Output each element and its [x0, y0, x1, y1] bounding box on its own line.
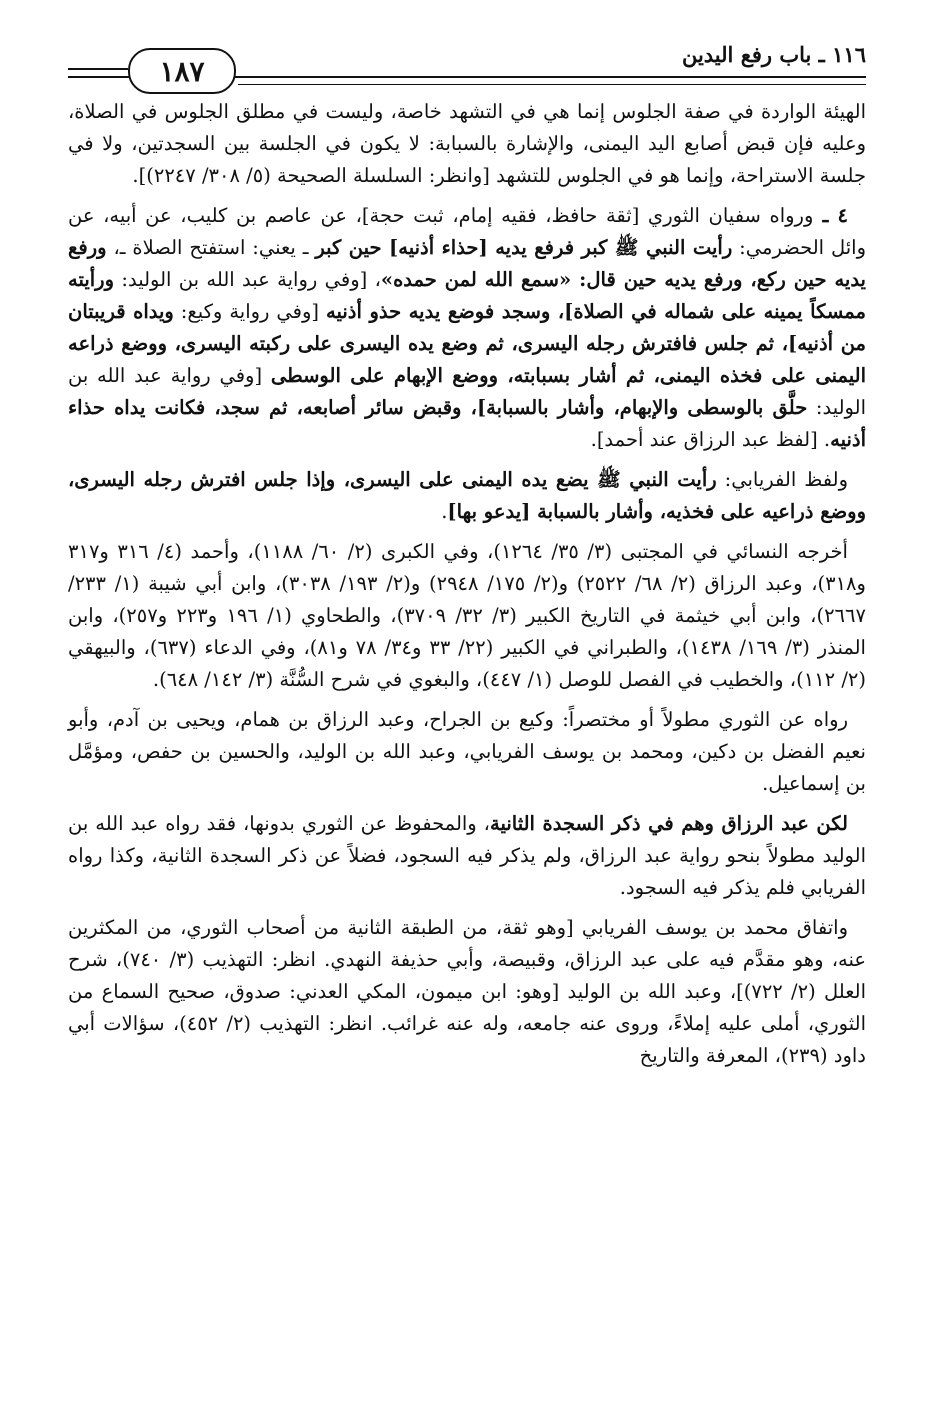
bold-text: ورأيته ممسكاً يمينه على شماله في الصلاة]، وسجد فوضع يديه حذو أذنيه — [68, 268, 866, 323]
page-number-badge — [128, 48, 236, 94]
text-run: ـ يعني: استفتح الصلاة ـ، — [106, 236, 316, 259]
body-text — [68, 96, 866, 1072]
text-run: ، [وفي رواية عبد الله بن الوليد: — [114, 268, 381, 291]
text-run: أخرجه النسائي في المجتبى (٣/ ٣٥/ ١٢٦٤)، وفي الكبرى (٢/ ٦٠/ ١١٨٨)، وأحمد (٤/ ٣١٦ و٣١٧ و٣١٨)، وعبد الرزاق (٢/ ٦٨/ ٢٥٢٢) و(٢/ ١٧٥/ ٢٩٤٨) و(٢/ ١٩٣/ ٣٠٣٨)، وابن أبي شيبة (١/ ٢٣٣/ ٢٦٦٧)، وابن أبي خيثمة في التاريخ الكبير (٣/ ٣٢/ ٣٧٠٩)، والطحاوي (١/ ١٩٦ و٢٢٣ و٢٥٧)، وابن المنذر (٣/ ١٦٩/ ١٤٣٨)، والطبراني في الكبير (٢٢/ ٣٣ و٣٤/ ٧٨ و٨١)، وفي الدعاء (٦٣٧)، والبيهقي (٢/ ١١٢)، والخطيب في الفصل للوصل (١/ ٤٤٧)، والبغوي في شرح السُّنَّة (٣/ ١٤٢/ ٦٤٨). — [68, 540, 866, 691]
paragraph — [68, 536, 866, 696]
paragraph — [68, 96, 866, 192]
bold-text: ويداه قريبتان من أذنيه]، ثم جلس فافترش رجله اليسرى، ثم وضع يده اليسرى على ركبته اليسرى، ووضع ذراعه اليمنى على فخذه اليمنى، ثم أشار بسبابته، ووضع الإبهام على الوسطى — [68, 300, 866, 387]
running-header — [68, 36, 866, 96]
chapter-title: ١١٦ ـ باب رفع اليدين — [681, 42, 866, 67]
text-run: . [لفظ عبد الرزاق عند أحمد]. — [590, 428, 831, 451]
text-run: رواه عن الثوري مطولاً أو مختصراً: وكيع بن الجراح، وعبد الرزاق بن همام، ويحيى بن آدم، وأبو نعيم الفضل بن دكين، ومحمد بن يوسف الفريابي، وعبد الله بن الوليد، والحسين بن حفص، ومؤمَّل بن إسماعيل. — [68, 708, 866, 795]
text-run: [وفي رواية وكيع: — [173, 300, 327, 323]
header-rule-thin — [238, 84, 866, 85]
paragraph — [68, 464, 866, 528]
paragraph — [68, 912, 866, 1072]
text-run: ورواه سفيان الثوري [ثقة حافظ، فقيه إمام، ثبت حجة]، عن عاصم بن كليب، عن أبيه، عن وائل الحضرمي: — [68, 204, 866, 259]
text-run: ولفظ الفريابي: — [716, 468, 848, 491]
paragraph — [68, 808, 866, 904]
bold-text: ٤ ـ — [813, 204, 848, 227]
page-number: ١٨٧ — [159, 54, 205, 88]
text-run: ، والمحفوظ عن الثوري بدونها، فقد رواه عبد الله بن الوليد مطولاً بنحو رواية عبد الرزاق، ولم يذكر فيه السجود، فضلاً عن ذكر السجدة الثانية، وكذا رواه الفريابي فلم يذكر فيه السجود. — [68, 812, 866, 899]
header-rule-left — [68, 68, 128, 70]
paragraph — [68, 704, 866, 800]
header-rule-left-lower — [68, 76, 128, 78]
paragraph — [68, 200, 866, 456]
bold-text: رأيت النبي ﷺ يضع يده اليمنى على اليسرى، وإذا جلس افترش رجله اليسرى، ووضع ذراعيه على فخذيه، وأشار بالسبابة [يدعو بها] — [68, 468, 866, 523]
bold-text: ورفع يديه حين ركع، ورفع يديه حين قال: «سمع الله لمن حمده» — [68, 236, 866, 291]
text-run: [وفي رواية عبد الله بن الوليد: — [68, 364, 866, 419]
text-run: واتفاق محمد بن يوسف الفريابي [وهو ثقة، من الطبقة الثانية من أصحاب الثوري، من المكثرين عنه، وهو مقدَّم فيه على عبد الرزاق، وقبيصة، وأبي حذيفة النهدي. انظر: التهذيب (٣/ ٧٤٠)، شرح العلل (٢/ ٧٢٢)]، وعبد الله بن الوليد [وهو: ابن ميمون، المكي العدني: صدوق، صحيح السماع من الثوري، أملى عليه إملاءً، وروى عنه جامعه، وله عنه غرائب. انظر: التهذيب (٢/ ٤٥٢)، سؤالات أبي داود (٢٣٩)، المعرفة والتاريخ — [68, 916, 867, 1067]
bold-text: لكن عبد الرزاق وهم في ذكر السجدة الثانية — [489, 812, 848, 835]
bold-text: حلَّق بالوسطى والإبهام، وأشار بالسبابة]، وقبض سائر أصابعه، ثم سجد، فكانت يداه حذاء أذنيه — [68, 396, 866, 451]
text-run: الهيئة الواردة في صفة الجلوس إنما هي في التشهد خاصة، وليست في مطلق الجلوس في الصلاة، وعليه فإن قبض أصابع اليد اليمنى، والإشارة بالسبابة: لا يكون في الجلسة بين السجدتين، ولا في جلسة الاستراحة، وإنما هو في الجلوس للتشهد [وانظر: السلسلة الصحيحة (٥/ ٣٠٨/ ٢٢٤٧)]. — [68, 100, 866, 187]
bold-text: رأيت النبي ﷺ كبر فرفع يديه [حذاء أذنيه] حين كبر — [315, 236, 733, 259]
text-run: . — [441, 500, 448, 523]
